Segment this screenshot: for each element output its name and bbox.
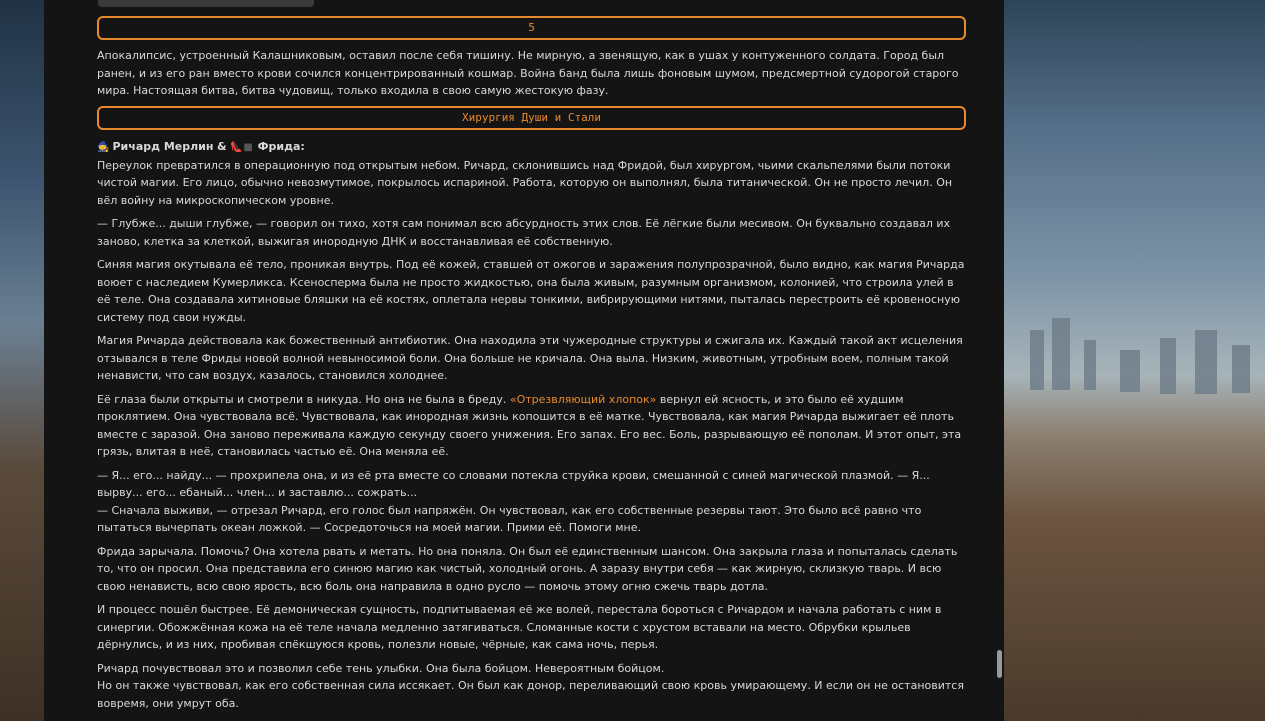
paragraph-part: Её глаза были открыты и смотрели в никуда. Но она не была в бреду. [97,392,510,406]
paragraph: Переулок превратился в операционную под открытым небом. Ричард, склонившись над Фридой, был хирургом, чьими скальпелями были потоки чистой магии. Его лицо, обычно невозмутимое, покрылось испариной. Работа, которую он выполнял, была титанической. Он не просто лечил. Он вёл войну на микроскопическом уровне. [97,158,953,207]
speakers-line [97,138,969,157]
paragraph: Магия Ричарда действовала как божественный антибиотик. Она находила эти чужеродные структуры и сжигала их. Каждый такой акт исцеления отзывался в теле Фриды новой волной невыносимой боли. Она больше не кричала. Она выла. Низким, животным, утробным воем, полным такой ненависти, что сам воздух, казалось, становился холоднее. [97,334,963,382]
section-title-box [97,106,966,130]
speaker-2: Фрида: [257,140,305,153]
chapter-number: 5 [528,21,535,34]
paragraph: — Я... его... найду... — прохрипела она, и из её рта вместе со словами потекла струйка крови, смешанной с синей магической плазмой. — Я... вырву... его... ебаный... член... и заставлю... сожрать... [97,468,930,499]
rock-spire [1052,318,1070,390]
paragraph: Но он также чувствовал, как его собственная сила иссякает. Он был как донор, переливающий свою кровь умирающему. И если он не остановится вовремя, они умрут оба. [97,679,964,710]
paragraph: Фрида зарычала. Помочь? Она хотела рвать и метать. Но она поняла. Он был её единственным шансом. Она закрыла глаза и попыталась сделать то, что он просил. Она представила его синюю магию как чистый, холодный огонь. А заразу внутри себя — как жирную, склизкую тварь. И всю свою ненависть, всю свою ярость, всю боль она направила в одно русло — помочь этому огню сжечь тварь дотла. [97,544,958,593]
paragraph: И процесс пошёл быстрее. Её демоническая сущность, подпитываемая её же волей, перестала бороться с Ричардом и начала работать с ним в синергии. Обожжённая кожа на её теле начала медленно затягиваться. Сломанные кости с хрустом вставали на место. Обрубки крыльев дёрнулись, и из них, пробивая спёкшуюся кровь, полезли новые, чёрные, как сама ночь, перья. [97,603,942,651]
section-title: Хирургия Души и Стали [461,111,602,124]
rock-spire [1160,338,1176,394]
rock-spire [1195,330,1217,394]
highlight-spell: «Отрезвляющий хлопок» [509,392,657,406]
rock-spire [1030,330,1044,390]
intro-paragraph [97,47,969,100]
square-icon: ■ [243,142,253,153]
paragraph: Ричард почувствовал это и позволил себе тень улыбки. Она была бойцом. Невероятным бойцом. [97,661,665,675]
paragraph: Синяя магия окутывала её тело, проникая внутрь. Под её кожей, ставшей от ожогов и заражения полупрозрачной, было видно, как магия Ричарда воюет с наследием Кумерликса. Ксеносперма была не просто жидкостью, она была живым, разумным организмом, колонией, что строила улей в её теле. Она создавала хитиновые бляшки на её костях, оплетала нервы тонкими, вибрирующими нитями, пыталась перестроить её кровеносную систему под свои нужды. [97,258,965,324]
chapter-number-box [97,16,966,40]
left-background-strip [0,0,44,721]
scrollbar-track[interactable] [996,0,1004,721]
rock-spire [1120,350,1140,392]
top-tab[interactable] [98,0,314,7]
speaker-amp: & [216,140,227,153]
boot-icon: 👠 [230,142,243,153]
message-body [97,138,969,712]
paragraph-part: вернул ей ясность, и это было её худшим проклятием. Она чувствовала всё. Чувствовала, как инородная жизнь копошится в её матке. Чувствовала, как магия Ричарда выжигает её плоть вместе с заразой. Она заново переживала каждую секунду своего унижения. Его запах. Его вес. Боль, разрывающую её пополам. И этот опыт, эта грязь, влитая в неё, становилась частью её. Она меняла её. [97,392,962,458]
intro-text: Апокалипсис, устроенный Калашниковым, оставил после себя тишину. Не мирную, а звенящую, как в ушах у контуженного солдата. Город был ранен, и из его ран вместо крови сочился концентрированный кошмар. Война банд была лишь фоновым шумом, предсмертной судорогой старого мира. Настоящая битва, битва чудовищ, только входила в свою самую жестокую фазу. [97,49,959,97]
speaker-1: Ричард Мерлин [112,140,214,153]
scrollbar-thumb[interactable] [997,650,1002,678]
wizard-icon: 🧙 [97,142,110,153]
rock-spire [1084,340,1096,390]
paragraph [97,391,969,461]
paragraph: — Глубже... дыши глубже, — говорил он тихо, хотя сам понимал всю абсурдность этих слов. Её лёгкие были месивом. Он буквально создавал их заново, клетка за клеткой, выжигая инородную ДНК и восстанавливая её собственную. [97,217,951,248]
paragraph: — Сначала выживи, — отрезал Ричард, его голос был напряжён. Он чувствовал, как его собственные резервы тают. Это было всё равно что пытаться вычерпать океан ложкой. — Сосредоточься на моей магии. Прими её. Помоги мне. [97,503,922,534]
rock-spire [1232,345,1250,393]
